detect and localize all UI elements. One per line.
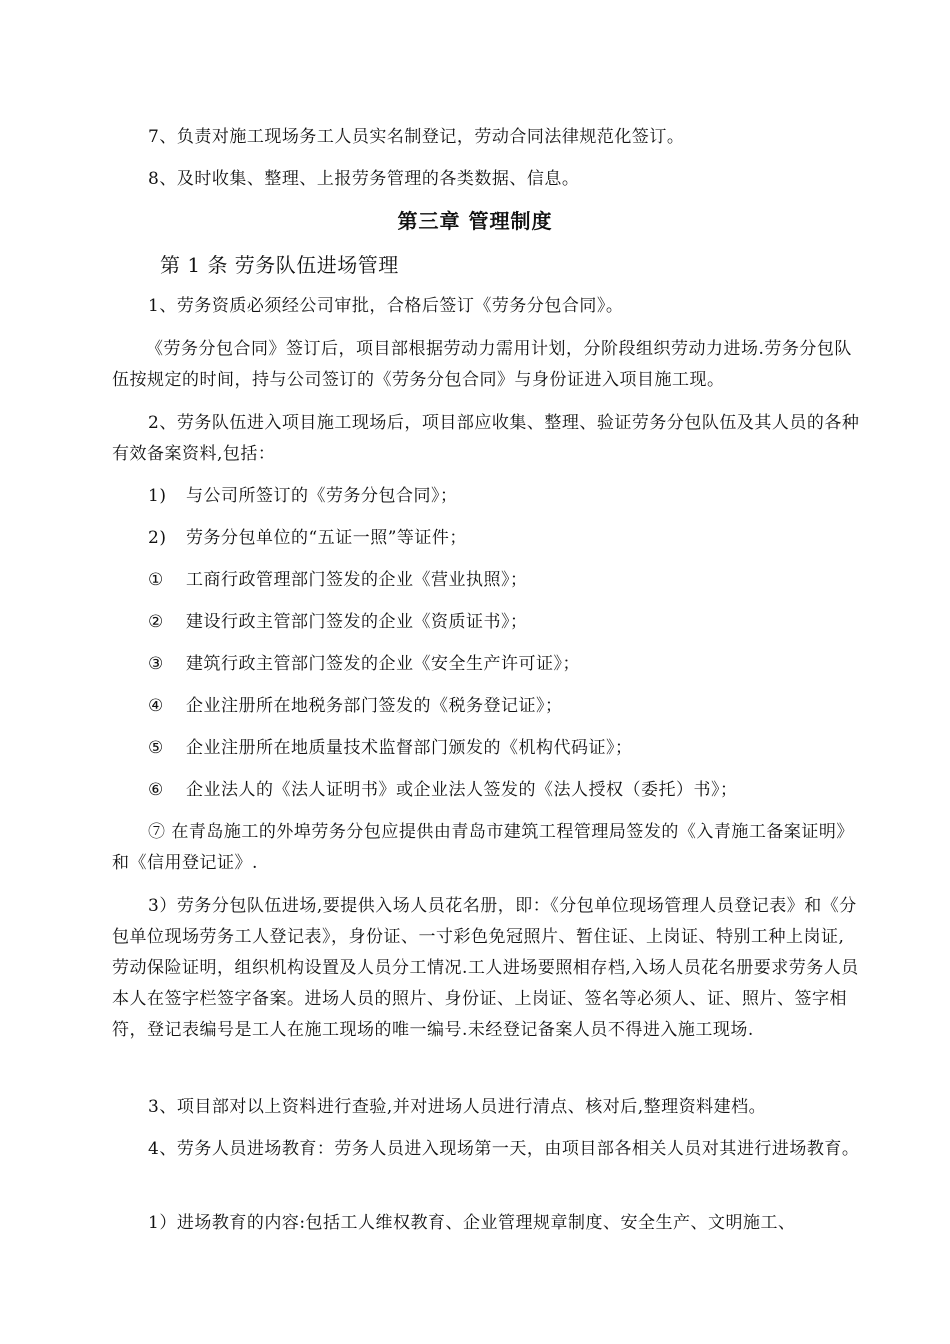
chapter-title: 第三章 管理制度: [397, 209, 553, 233]
list-marker: ④: [148, 696, 164, 716]
certificate-item-5: [148, 733, 633, 764]
list-item-text: 企业法人的《法人证明书》或企业法人签发的《法人授权（委托）书》；: [186, 780, 738, 800]
paragraph-item-8: 8、及时收集、整理、上报劳务管理的各类数据、信息。: [148, 169, 580, 189]
list-marker: ⑤: [148, 738, 164, 758]
paragraph-section-2: 2、劳务队伍进入项目施工现场后，项目部应收集、整理、验证劳务分包队伍及其人员的各种有效备案资料,包括：: [112, 413, 860, 464]
list-marker: ③: [148, 654, 164, 674]
list-item-text: 与公司所签订的《劳务分包合同》；: [186, 486, 458, 506]
list-marker: 2): [148, 528, 167, 548]
certificate-item-3: [148, 649, 580, 680]
list-item-text: 工商行政管理部门签发的企业《营业执照》；: [186, 570, 528, 590]
paragraph-section-2-3: 3）劳务分包队伍进场,要提供入场人员花名册，即：《分包单位现场管理人员登记表》和《分包单位现场劳务工人登记表》，身份证、一寸彩色免冠照片、暂住证、上岗证、特别工种上岗证,劳动保险证明，组织机构设置及人员分工情况.工人进场要照相存档,入场人员花名册要求劳务人员本人在签字栏签字备案。进场人员的照片、身份证、上岗证、签名等必须人、证、照片、签字相符，登记表编号是工人在施工现场的唯一编号.未经登记备案人员不得进入施工现场.: [112, 896, 859, 1040]
paragraph-section-1: 1、劳务资质必须经公司审批，合格后签订《劳务分包合同》。: [148, 296, 624, 316]
list-item-2-2: [148, 523, 467, 554]
list-marker: ⑥: [148, 780, 164, 800]
list-item-text: 建筑行政主管部门签发的企业《安全生产许可证》；: [186, 654, 580, 674]
list-marker: ②: [148, 612, 164, 632]
list-item-2-1: [148, 481, 458, 512]
certificate-item-1: [148, 565, 528, 596]
list-item-text: 企业注册所在地税务部门签发的《税务登记证》；: [186, 696, 563, 716]
certificate-item-2: [148, 607, 528, 638]
article-title: 第 1 条 劳务队伍进场管理: [160, 253, 399, 277]
certificate-item-4: [148, 691, 563, 722]
paragraph-section-4: 4、劳务人员进场教育：劳务人员进入现场第一天，由项目部各相关人员对其进行进场教育。: [148, 1139, 860, 1159]
list-item-text: 劳务分包单位的“五证一照”等证件；: [186, 528, 467, 548]
list-item-text: 企业注册所在地质量技术监督部门颁发的《机构代码证》；: [186, 738, 633, 758]
paragraph-section-3: 3、项目部对以上资料进行查验,并对进场人员进行清点、核对后,整理资料建档。: [148, 1097, 767, 1117]
list-item-text: 建设行政主管部门签发的企业《资质证书》；: [186, 612, 528, 632]
certificate-item-7: ⑦ 在青岛施工的外埠劳务分包应提供由青岛市建筑工程管理局签发的《入青施工备案证明》和《信用登记证》.: [112, 822, 854, 873]
paragraph-section-4-1: 1）进场教育的内容:包括工人维权教育、企业管理规章制度、安全生产、文明施工、: [148, 1213, 796, 1233]
list-marker: 1): [148, 486, 167, 506]
paragraph-item-7: 7、负责对施工现场务工人员实名制登记，劳动合同法律规范化签订。: [148, 127, 685, 147]
list-marker: ①: [148, 570, 164, 590]
paragraph-section-1-detail: 《劳务分包合同》签订后，项目部根据劳动力需用计划，分阶段组织劳动力进场.劳务分包队伍按规定的时间，持与公司签订的《劳务分包合同》与身份证进入项目施工现。: [112, 339, 852, 390]
certificate-item-6: [148, 775, 738, 806]
